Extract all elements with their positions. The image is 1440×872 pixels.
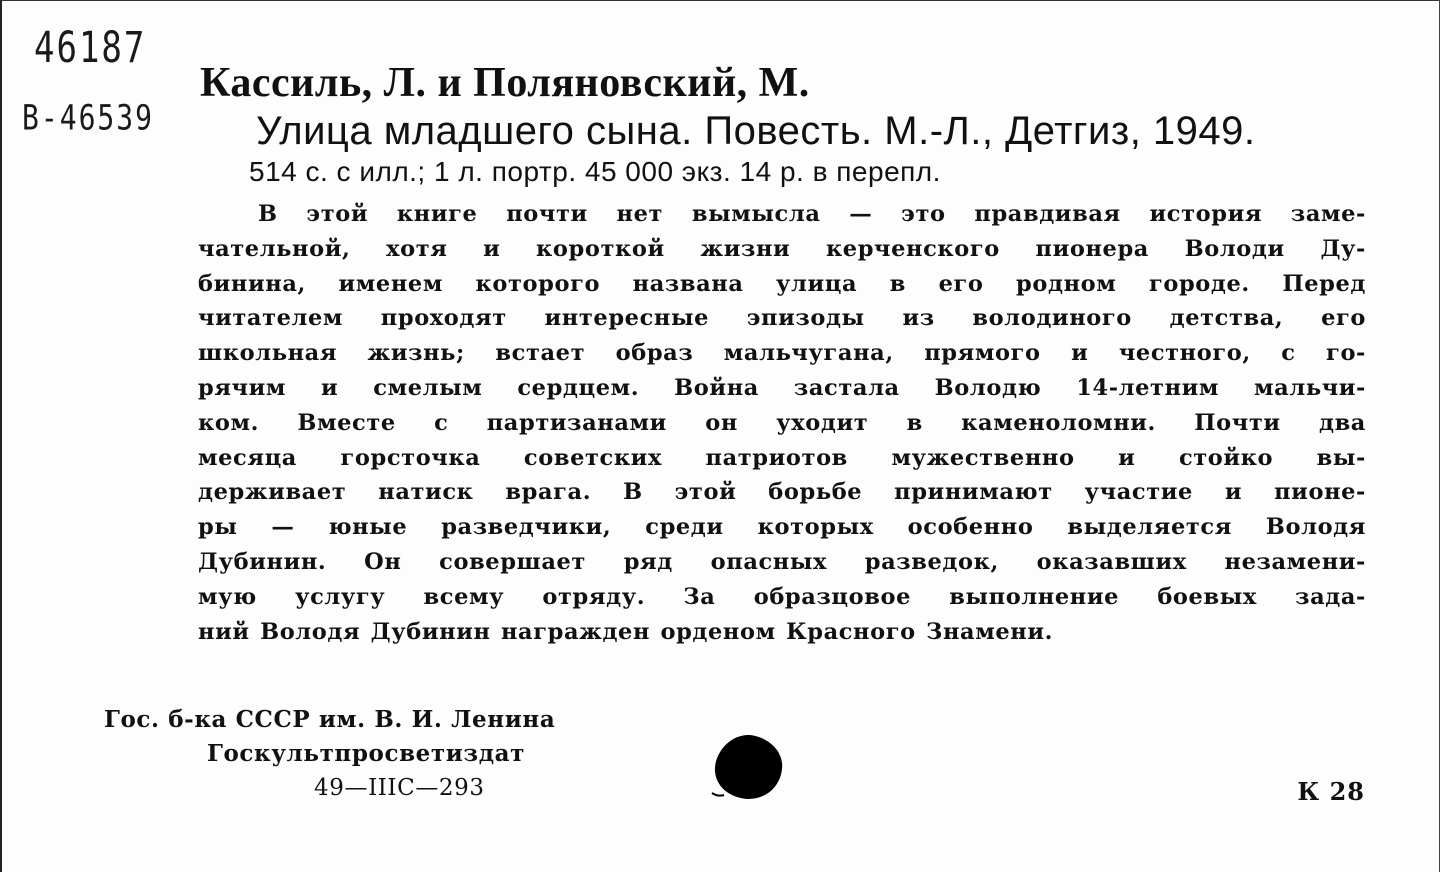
catalog-code: К 28 [1297, 777, 1365, 806]
annotation-line: мую услугу всему отряду. За образцовое выполнение боевых зада- [198, 583, 1366, 610]
footer-publisher-block [104, 703, 555, 805]
imprint-line: 514 с. с илл.; 1 л. портр. 45 000 экз. 14 р. в перепл. [249, 156, 941, 187]
print-code: 49—IIIС—293 [314, 775, 485, 801]
annotation-line: ний Володя Дубинин награжден орденом Красного Знамени. [198, 618, 1054, 645]
book-title-line: Улица младшего сына. Повесть. М.-Л., Детгиз, 1949. [256, 109, 1256, 153]
annotation-text [198, 197, 1366, 649]
publisher-name: Госкультпросветиздат [207, 740, 525, 767]
annotation-line: ры — юные разведчики, среди которых особенно выделяется Володя [198, 514, 1366, 541]
annotation-line: В этой книге почти нет вымысла — это правдивая история заме- [258, 201, 1366, 227]
annotation-line: чательной, хотя и короткой жизни керченского пионера Володи Ду- [198, 235, 1366, 262]
shelf-mark: B-46539 [22, 97, 155, 139]
annotation-line: школьная жизнь; встает образ мальчугана, прямого и честного, с го- [198, 340, 1366, 367]
punch-hole-icon [710, 731, 788, 803]
annotation-line: Дубинин. Он совершает ряд опасных разведок, оказавших незамени- [198, 548, 1366, 575]
annotation-line: читателем проходят интересные эпизоды из володиного детства, его [198, 305, 1366, 332]
annotation-line: месяца горсточка советских патриотов мужественно и стойко вы- [198, 444, 1366, 471]
annotation-line: бинина, именем которого названа улица в его родном городе. Перед [198, 270, 1366, 297]
annotation-line: ком. Вместе с партизанами он уходит в каменоломни. Почти два [198, 409, 1366, 436]
annotation-line: рячим и смелым сердцем. Война застала Володю 14-летним мальчи- [198, 374, 1366, 401]
inventory-number: 46187 [34, 23, 147, 73]
library-name: Гос. б-ка СССР им. В. И. Ленина [104, 706, 556, 733]
author-heading: Кассиль, Л. и Поляновский, М. [200, 60, 810, 106]
annotation-line: держивает натиск врага. В этой борьбе принимают участие и пионе- [198, 479, 1366, 506]
